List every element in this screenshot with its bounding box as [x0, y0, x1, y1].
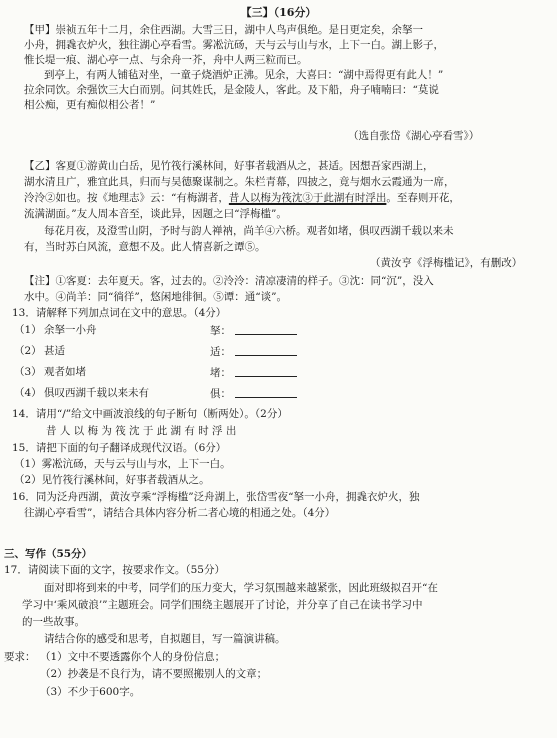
q13-item-text: 甚适: [44, 345, 65, 357]
requirement-item: （3）不少于600字。: [40, 686, 141, 698]
question-prompt: 16．同为泛舟西湖，黄汝亨乘“浮梅槛”泛舟湖上，张岱雪夜“拏一小舟，拥毳衣炉火，独: [12, 491, 420, 503]
q13-item-word: 拏：: [210, 324, 297, 338]
question-prompt: 15．请把下面的句子翻译成现代汉语。（6分）: [12, 442, 227, 454]
passage-yi-line: 每花月夜，及澄雪山阴，予时与韵人禅衲，尚羊④六桥。观者如堵，俱叹西湖千载以来未: [44, 225, 454, 237]
answer-blank[interactable]: [235, 366, 297, 377]
passage-yi-line: 湖水清且广，雅宜此具，归而与吴德聚谋制之。朱栏青幕，四披之，竟与烟水云霞通为一席，: [24, 176, 455, 188]
passage-jia-line: 相公痴，更有痴似相公者！”: [24, 99, 156, 111]
answer-blank[interactable]: [235, 324, 297, 335]
requirement-item: （2）抄袭是不良行为，请不要照搬别人的文章；: [40, 668, 268, 680]
q13-item-number: （1）: [14, 324, 42, 336]
q13-item-number: （4）: [14, 387, 42, 399]
q13-item-word: 适：: [210, 345, 297, 359]
section-header: 【三】（16分）: [240, 6, 317, 19]
question-prompt: 17．请阅读下面的文字，按要求作文。（55分）: [4, 564, 225, 576]
passage-yi-line: 有，当时苏白风流，意想不及。此人情喜新之谭⑤。: [24, 241, 266, 253]
q13-item-word: 俱：: [210, 387, 297, 401]
answer-blank[interactable]: [235, 345, 297, 356]
question-prompt: 13．请解释下列加点词在文中的意思。（4分）: [12, 307, 227, 319]
writing-paragraph: 请结合你的感受和思考，自拟题目，写一篇演讲稿。: [44, 633, 286, 645]
q14-sentence: 昔 人 以 梅 为 筏 沈 于 此 湖 有 时 浮 出: [46, 425, 237, 437]
q13-item-text: 俱叹西湖千载以来未有: [44, 387, 149, 399]
passage-jia-line: 拉余同饮。余强饮三大白而别。问其姓氏，是金陵人，客此。及下船，舟子喃喃曰：“莫说: [24, 84, 439, 96]
passage-jia-line: 惟长堤一痕、湖心亭一点、与余舟一芥，舟中人两三粒而已。: [24, 54, 308, 66]
passage-yi-line: 流满湖面。”友人周本音至，谈此异，因题之曰“浮梅槛”。: [24, 208, 287, 220]
writing-paragraph: 面对即将到来的中考，同学们的压力变大，学习氛围越来越紧张，因此班级拟召开“在: [44, 582, 438, 594]
wavy-underlined-sentence: 昔人以梅为筏沈③于此湖有时浮出: [228, 192, 387, 204]
writing-paragraph: 的一些故事。: [22, 616, 85, 628]
passage-yi-line3-post: 。至春则开花，: [386, 192, 460, 204]
question-prompt-cont: 往湖心亭看雪”，请结合具体内容分析二者心境的相通之处。（4分）: [24, 507, 336, 519]
annotation-line: 水中。④尚羊：同“徜徉”，悠闲地徘徊。⑤谭：通“谈”。: [24, 291, 287, 303]
q13-item-number: （2）: [14, 345, 42, 357]
requirements-label: 要求：: [4, 651, 36, 663]
q13-item-word: 堵：: [210, 366, 297, 380]
passage-jia-line: 到亭上，有两人铺毡对坐，一童子烧酒炉正沸。见余，大喜曰：“湖中焉得更有此人！”: [44, 69, 444, 81]
annotation-line: 【注】①客夏：去年夏天。客，过去的。②泠泠：清凉凄清的样子。③沈：同“沉”，没入: [24, 275, 434, 287]
passage-yi-line3-pre: 泠泠②如也。按《地理志》云：“有梅湖者，: [24, 192, 229, 204]
q15-item: （1）雾凇沆砀，天与云与山与水，上下一白。: [14, 458, 231, 470]
passage-jia-source: （选自张岱《湖心亭看雪》）: [348, 130, 480, 142]
q15-item: （2）见竹筏行溪林间，好事者载酒从之。: [14, 474, 210, 486]
requirement-item: （1）文中不要透露你个人的身份信息；: [40, 651, 226, 663]
question-prompt: 14．请用“/”给文中画波浪线的句子断句（断两处）。（2分）: [12, 408, 288, 420]
q13-item-text: 观者如堵: [44, 366, 86, 378]
passage-yi-source: （黄汝亨《浮梅槛记》，有删改）: [370, 257, 523, 269]
passage-yi-line3: [24, 192, 460, 205]
passage-yi-line: 【乙】客夏①游黄山白岳，见竹筏行溪林间，好事者载酒从之，甚适。因想吾家西湖上，: [24, 160, 434, 172]
answer-blank[interactable]: [235, 387, 297, 398]
writing-header: 三、写作（55分）: [4, 548, 93, 560]
q13-item-text: 余拏一小舟: [44, 324, 97, 336]
passage-jia-line: 小舟，拥毳衣炉火，独往湖心亭看雪。雾凇沆砀，天与云与山与水，上下一白。湖上影子，: [24, 39, 444, 51]
passage-jia-line: 【甲】崇祯五年十二月，余住西湖。大雪三日，湖中人鸟声俱绝。是日更定矣，余拏一: [24, 24, 423, 36]
q13-item-number: （3）: [14, 366, 42, 378]
writing-paragraph: 学习中‘乘风破浪’”主题班会。同学们围绕主题展开了讨论，并分享了自己在读书学习中: [22, 599, 423, 611]
